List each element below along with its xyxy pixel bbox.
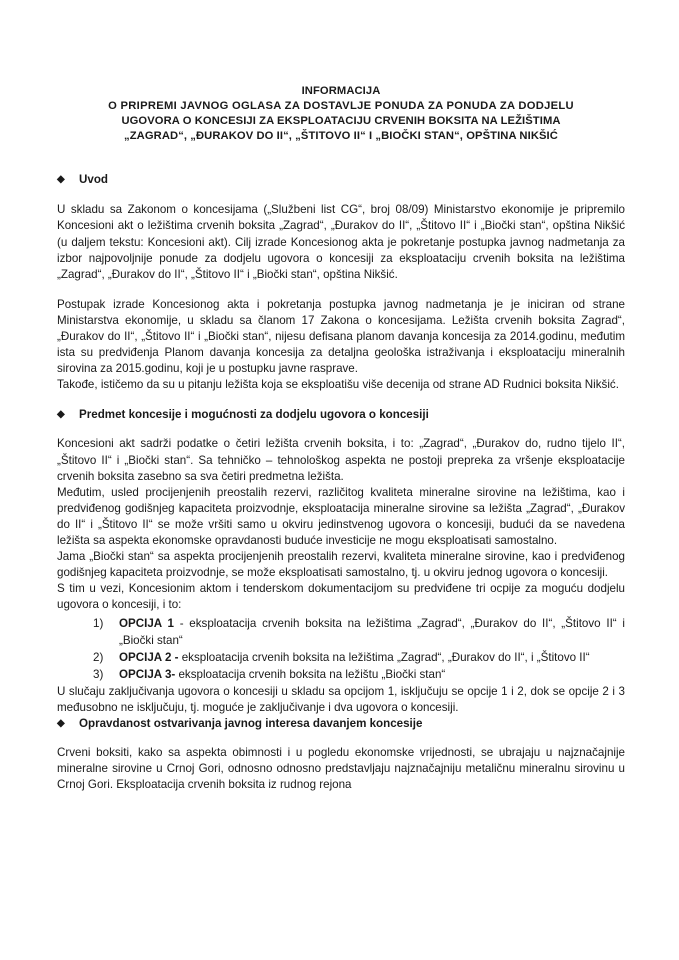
list-item bbox=[93, 667, 625, 683]
list-item bbox=[93, 616, 625, 648]
paragraph: Koncesioni akt sadrži podatke o četiri ležišta crvenih boksita, i to: „Zagrad“, „Đurakov do, rudno tijelo II“, „Štitovo II“ i „Biočki stan“. Sa tehničko – tehnološkog aspekta ne postoji prepreka za vršenje eksploatacije crvenih boksita zasebno sa sva četiri predmetna ležišta. bbox=[57, 437, 625, 483]
diamond-bullet-icon: ◆ bbox=[57, 174, 65, 186]
diamond-bullet-icon: ◆ bbox=[57, 718, 65, 729]
option-label: OPCIJA 1 bbox=[119, 617, 174, 631]
document-title bbox=[57, 84, 625, 144]
title-line-3: UGOVORA O KONCESIJI ZA EKSPLOATACIJU CRVENIH BOKSITA NA LEŽIŠTIMA bbox=[121, 115, 561, 128]
section-heading-label: Predmet koncesije i mogućnosti za dodjelu ugovora o koncesiji bbox=[79, 408, 429, 422]
paragraph: Takođe, ističemo da su u pitanju ležišta koja se eksploatišu više decenija od strane AD Rudnici boksita Nikšić. bbox=[57, 378, 619, 392]
paragraph: Postupak izrade Koncesionog akta i pokretanja postupka javnog nadmetanja je je iniciran od strane Ministarstva ekonomije, u skladu sa članom 17 Zakona o koncesijama. Ležišta crvenih boksita Zagrad“, „Đurakov do II“, „Štitovo II“ i „Biočki stan“, nijesu defisana planom davanja koncesija za 2014.godinu, međutim ista su predviđenja Planom davanja koncesija za detaljna geološka istraživanja i eksploataciju mineralnih sirovina za 2015.godinu, koji je u postupku javne rasprave. bbox=[57, 297, 625, 376]
option-text: eksploatacija crvenih boksita na ležištu „Biočki stan“ bbox=[175, 667, 446, 681]
section-heading-predmet-koncesije bbox=[57, 407, 625, 423]
option-label: OPCIJA 3- bbox=[119, 667, 176, 681]
paragraph: Međutim, usled procijenjenih preostalih rezervi, različitog kvaliteta mineralne sirovine na ležištima, kao i predviđenog godišnjeg kapaciteta proizvodnje, eksploatacija mineralne sirovine sa ležišta „Zagrad“, „Đurakov do II“ i „Štitovo II“ se može vršiti samo u okviru jedinstvenog ugovora o koncesiji, budući da se navedena ležišta sa aspekta ekonomske opravdanosti buduće investicije ne mogu eksploatisati samostalno. bbox=[57, 485, 625, 547]
paragraph: U skladu sa Zakonom o koncesijama („Službeni list CG“, broj 08/09) Ministarstvo ekonomije je pripremilo Koncesioni akt o ležištima crvenih boksita „Zagrad“, „Đurakov do II“, „Štitovo II“ i „Biočki stan“, opština Nikšić (u daljem tekstu: Koncesioni akt). Cilj izrade Koncesionog akta je pokretanje postupka javnog nadmetanja za izbor najpovoljnije ponude za dodjelu ugovora o koncesiji za eksploataciju crvenih boksita na ležištima „Zagrad“, „Đurakov do II“, „Štitovo II“ i „Biočki stan“, opština Nikšić. bbox=[57, 203, 625, 281]
list-item bbox=[93, 650, 625, 666]
title-line-1: INFORMACIJA bbox=[301, 85, 381, 97]
option-label: OPCIJA 2 - bbox=[119, 650, 179, 664]
section-heading-label: Uvod bbox=[79, 173, 108, 187]
paragraph: Crveni boksiti, kako sa aspekta obimnosti i u pogledu ekonomske vrijednosti, se ubrajaju u najznačajnije mineralne sirovine u Crnoj Gori, odnosno odnosno predstavljaju najznačajniju metaličnu mineralnu sirovinu u Crnoj Gori. Eksploatacija crvenih boksita iz rudnog rejona bbox=[57, 746, 625, 792]
section-heading-label: Opravdanost ostvarivanja javnog interesa davanjem koncesije bbox=[79, 717, 423, 730]
title-line-2: O PRIPREMI JAVNOG OGLASA ZA DOSTAVLJE PONUDA ZA PONUDA ZA DODJELU bbox=[108, 100, 574, 113]
paragraph: U slučaju zaključivanja ugovora o koncesiji u skladu sa opcijom 1, isključuju se opcije 1 i 2, dok se opcije 2 i 3 međusobno ne isključuju, tj. moguće je zaključivanje i dva ugovora o koncesiji. bbox=[57, 684, 625, 714]
option-text: eksploatacija crvenih boksita na ležištima „Zagrad“, „Đurakov do II“, i „Štitovo II“ bbox=[178, 650, 590, 664]
section-heading-uvod bbox=[57, 172, 625, 188]
diamond-bullet-icon: ◆ bbox=[57, 409, 65, 421]
options-list bbox=[57, 616, 625, 682]
paragraph: Jama „Biočki stan“ sa aspekta procijenjenih preostalih rezervi, kvaliteta mineralne sirovine, kao i predviđenog godišnjeg kapaciteta proizvodnje, se može eksploatisati samostalno, tj. u okviru jednog ugovora o koncesiji. bbox=[57, 550, 625, 580]
section-heading-opravdanost bbox=[57, 716, 625, 732]
title-line-4: „ZAGRAD“, „ĐURAKOV DO II“, „ŠTITOVO II“ I „BIOČKI STAN“, OPŠTINA NIKŠIĆ bbox=[124, 130, 558, 143]
paragraph: S tim u vezi, Koncesionim aktom i tenderskom dokumentacijom su predviđene tri ocpije za moguću dodjelu ugovora o koncesiji, i to: bbox=[57, 582, 625, 612]
option-text: - eksploatacija crvenih boksita na ležištima „Zagrad“, „Đurakov do II“, „Štitovo II“ i „Biočki stan“ bbox=[119, 617, 625, 647]
